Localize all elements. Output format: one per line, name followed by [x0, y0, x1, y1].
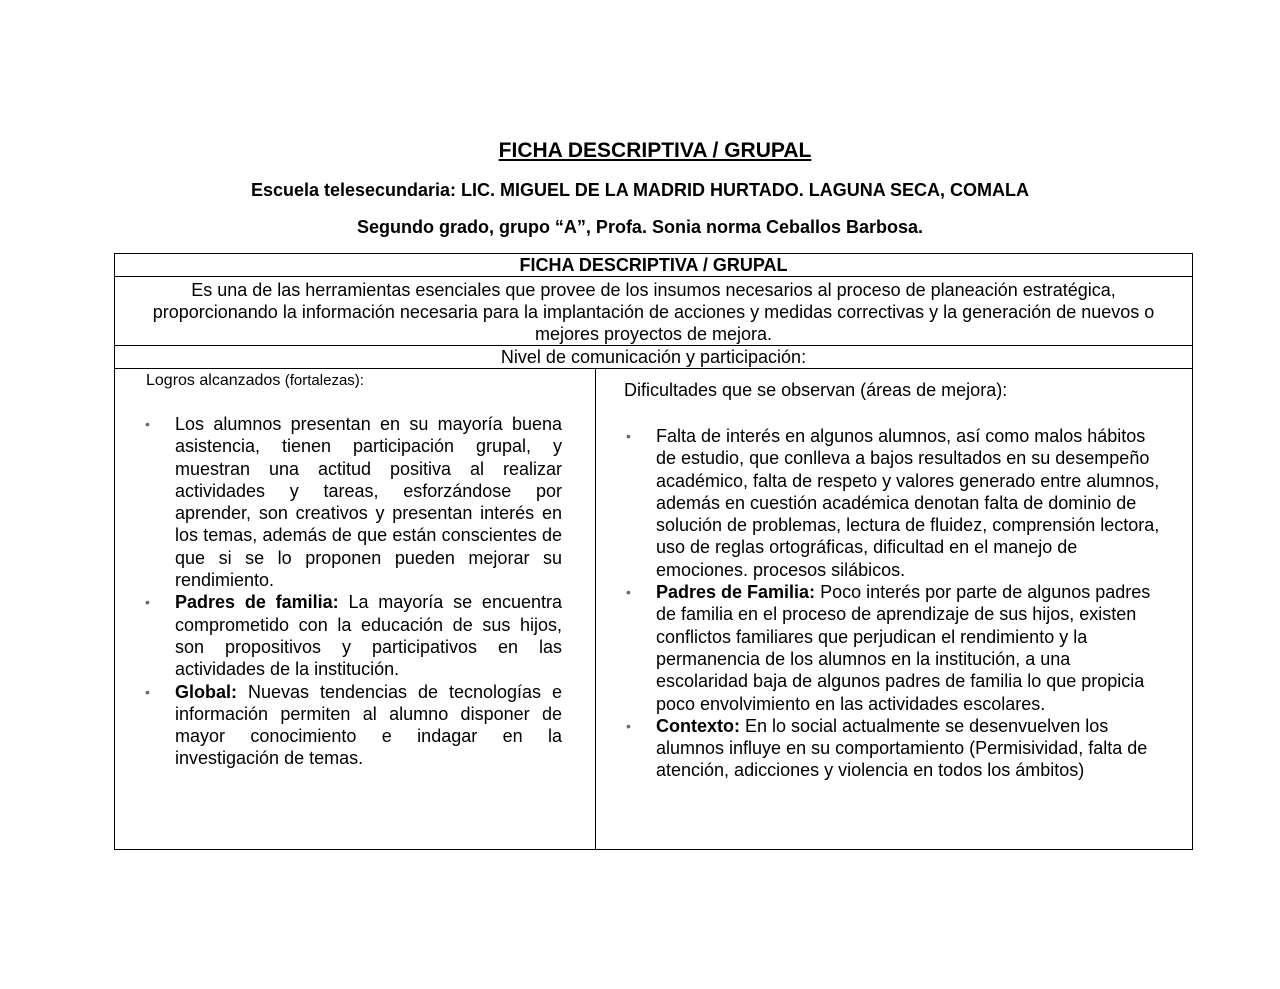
- strengths-cell: [115, 369, 596, 850]
- difficulties-cell: [596, 369, 1193, 850]
- strength-text: Los alumnos presentan en su mayoría buena asistencia, tienen participación grupal, y muestran una actitud positiva al realizar actividades y tareas, esforzándose por aprender, son creativos y presentan interés en los temas, además de que están conscientes de que si se lo proponen pueden mejorar su rendimiento.: [175, 414, 562, 591]
- strength-text: Nuevas tendencias de tecnologías e información permiten al alumno disponer de mayor conocimiento e indagar en la investigación de temas.: [175, 681, 562, 769]
- difficulties-list: [626, 425, 1166, 782]
- list-item: [145, 413, 562, 591]
- list-item: [145, 681, 562, 770]
- table-description-row: [115, 277, 1193, 346]
- descriptive-table: [114, 253, 1193, 850]
- strengths-heading-paren: (fortalezas):: [284, 372, 364, 389]
- school-line: Escuela telesecundaria: LIC. MIGUEL DE LA MADRID HURTADO. LAGUNA SECA, COMALA: [250, 180, 1030, 200]
- strengths-heading-main: Logros alcanzados: [146, 372, 285, 389]
- bullet-icon: •: [626, 428, 631, 444]
- table-level-row: [115, 346, 1193, 369]
- bullet-icon: •: [145, 683, 150, 700]
- bullet-icon: •: [145, 416, 150, 432]
- difficulty-label: Padres de Familia:: [656, 582, 816, 603]
- table-description: Es una de las herramientas esenciales que provee de los insumos necesarios al proceso de planeación estratégica, proporcionando la información necesaria para la implantación de acciones y medidas correctivas y la generación de nuevos o mejores proyectos de mejora.: [115, 277, 1193, 346]
- list-item: [145, 591, 562, 680]
- page-title: FICHA DESCRIPTIVA / GRUPAL: [498, 139, 812, 162]
- bullet-icon: •: [626, 717, 631, 734]
- strength-label: Padres de familia:: [175, 592, 339, 613]
- strength-label: Global:: [175, 681, 237, 702]
- list-item: [626, 715, 1166, 782]
- table-columns-row: [115, 369, 1193, 850]
- table-header: FICHA DESCRIPTIVA / GRUPAL: [115, 254, 1193, 277]
- strength-text: La mayoría se encuentra comprometido con la educación de sus hijos, son propositivos y participativos en las actividades de la institución.: [175, 592, 562, 680]
- strengths-list: [145, 413, 562, 770]
- table-header-row: [115, 254, 1193, 277]
- bullet-icon: •: [626, 584, 631, 601]
- difficulty-text: Poco interés por parte de algunos padres de familia en el proceso de aprendizaje de sus hijos, existen conflictos familiares que perjudican el rendimiento y la permanencia de los alumnos en la institución, a una escolaridad baja de algunos padres de familia lo que propicia poco envolvimiento en las actividades escolares.: [656, 582, 1151, 714]
- strengths-heading: [146, 371, 364, 391]
- list-item: [626, 581, 1166, 715]
- difficulties-heading: Dificultades que se observan (áreas de mejora):: [624, 380, 1008, 400]
- difficulty-text: En lo social actualmente se desenvuelven los alumnos influye en su comportamiento (Permisividad, falta de atención, adicciones y violencia en todos los ámbitos): [656, 715, 1148, 781]
- grade-line: Segundo grado, grupo “A”, Profa. Sonia norma Ceballos Barbosa.: [356, 217, 924, 237]
- difficulty-text: Falta de interés en algunos alumnos, así como malos hábitos de estudio, que conlleva a bajos resultados en su desempeño académico, falta de respeto y valores generado entre alumnos, además en cuestión académica denotan falta de dominio de solución de problemas, lectura de fluidez, comprensión lectora, uso de reglas ortográficas, dificultad en el manejo de emociones. procesos silábicos.: [656, 426, 1160, 580]
- level-heading: Nivel de comunicación y participación:: [115, 346, 1193, 369]
- bullet-icon: •: [145, 594, 150, 611]
- difficulty-label: Contexto:: [656, 715, 740, 736]
- list-item: [626, 425, 1166, 581]
